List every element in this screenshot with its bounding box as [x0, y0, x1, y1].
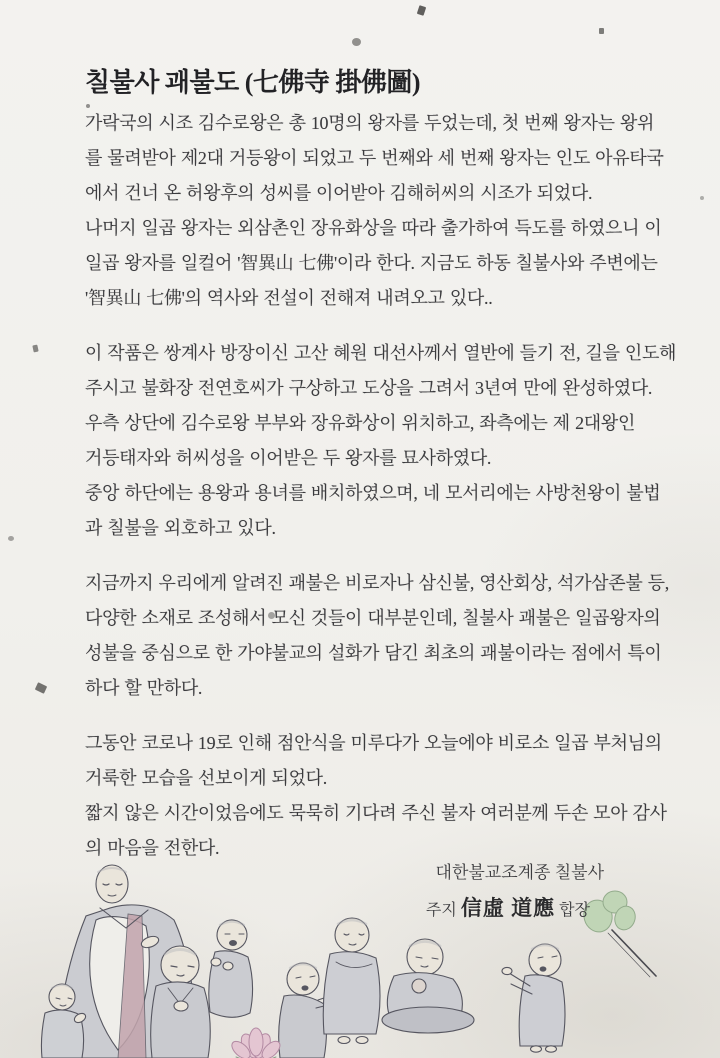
text-line: 거등태자와 허씨성을 이어받은 두 왕자를 묘사하였다.	[85, 448, 492, 468]
paper-speck	[8, 536, 14, 541]
lotus-flower	[229, 1028, 283, 1058]
child-monk-clapping	[209, 918, 253, 1017]
paper-speck	[700, 196, 704, 200]
paragraph-origin-story	[85, 106, 665, 316]
text-line: 다양한 소재로 조성해서 모신 것들이 대부분인데, 칠불사 괘불은 일곱왕자의	[85, 608, 661, 628]
signature-organization: 대한불교조계종 칠불사	[435, 863, 604, 882]
signature-name-line	[426, 892, 590, 922]
paper-speck	[599, 28, 604, 34]
text-line: 주시고 불화장 전연호씨가 구상하고 도상을 그려서 3년여 만에 완성하였다.	[85, 378, 653, 398]
child-monk-seated	[382, 939, 474, 1033]
text-line: 가락국의 시조 김수로왕은 총 10명의 왕자를 두었는데, 첫 번째 왕자는 왕위	[85, 113, 655, 133]
paper-speck	[32, 345, 38, 353]
paper-speck	[86, 104, 90, 108]
paper-speck	[35, 682, 47, 693]
paper-speck	[417, 5, 426, 16]
text-line: 의 마음을 전한다.	[85, 838, 220, 858]
text-line: 하다 할 만하다.	[85, 678, 203, 698]
text-line: 그동안 코로나 19로 인해 점안식을 미루다가 오늘에야 비로소 일곱 부처님의	[85, 733, 662, 753]
signature-block	[426, 858, 604, 922]
signature-role: 주지	[425, 902, 457, 919]
signature-closing: 합장	[559, 902, 590, 919]
text-line: 짧지 않은 시간이었음에도 묵묵히 기다려 주신 불자 여러분께 두손 모아 감사	[85, 803, 667, 823]
paper-speck	[352, 38, 361, 46]
document-body	[85, 106, 677, 886]
monks-illustration	[0, 858, 720, 1058]
text-line: 를 물려받아 제2대 거등왕이 되었고 두 번째와 세 번째 왕자는 인도 아유타국	[85, 148, 664, 168]
text-line: 나머지 일곱 왕자는 외삼촌인 장유화상을 따라 출가하여 득도를 하였으니 이	[85, 218, 662, 238]
text-line: 이 작품은 쌍계사 방장이신 고산 혜원 대선사께서 열반에 들기 전, 길을 인도해	[85, 343, 677, 363]
page-title: 칠불사 괘불도 (七佛寺 掛佛圖)	[85, 68, 421, 97]
child-monk-standing-right	[323, 918, 380, 1044]
child-monk-reaching-up	[502, 944, 565, 1052]
text-line: 성불을 중심으로 한 가야불교의 설화가 담긴 최초의 괘불이라는 점에서 특이	[85, 643, 662, 663]
text-line: 우측 상단에 김수로왕 부부와 장유화상이 위치하고, 좌측에는 제 2대왕인	[85, 413, 636, 433]
paper-speck	[268, 612, 275, 619]
text-line: 거룩한 모습을 선보이게 되었다.	[85, 768, 327, 788]
text-line: 일곱 왕자를 일컬어 '智異山 七佛'이라 한다. 지금도 하동 칠불사와 주변에는	[85, 253, 658, 273]
paragraph-artwork-description	[85, 336, 677, 546]
paragraph-significance	[85, 566, 669, 706]
text-line: 과 칠불을 외호하고 있다.	[85, 518, 276, 538]
text-line: 중앙 하단에는 용왕과 용녀를 배치하였으며, 네 모서리에는 사방천왕이 불법	[85, 483, 661, 503]
text-line: 에서 건너 온 허왕후의 성씨를 이어받아 김해허씨의 시조가 되었다.	[85, 183, 593, 203]
text-line: 지금까지 우리에게 알려진 괘불은 비로자나 삼신불, 영산회상, 석가삼존불 등,	[85, 573, 669, 593]
text-line: '智異山 七佛'의 역사와 전설이 전해져 내려오고 있다..	[85, 288, 493, 308]
paragraph-closing-thanks	[85, 726, 665, 866]
signature-name: 信虛 道應	[460, 896, 556, 920]
